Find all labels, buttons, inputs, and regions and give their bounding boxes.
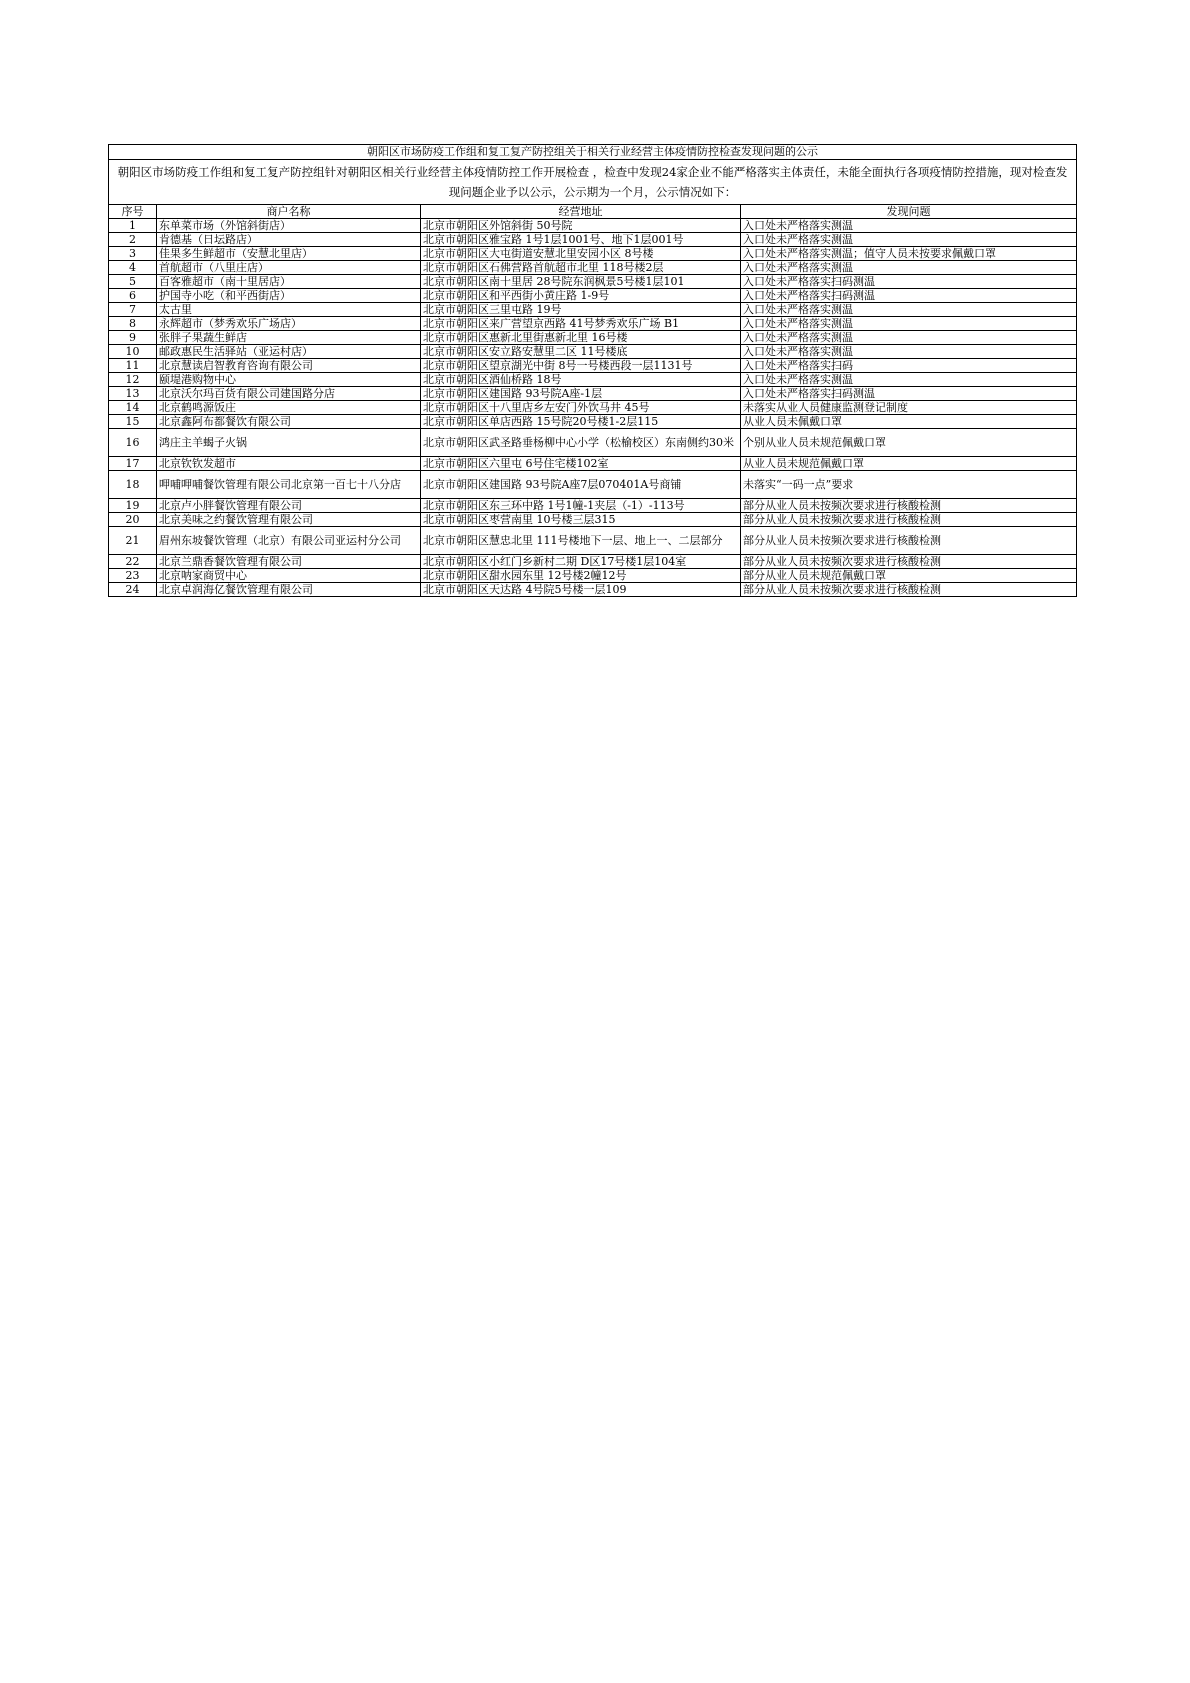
table-row [109,233,1077,247]
row-address: 北京市朝阳区望京湖光中街 8号一号楼西段一层1131号 [421,359,741,373]
row-issue: 部分从业人员未按频次要求进行核酸检测 [741,513,1077,527]
table-row [109,527,1077,555]
row-address: 北京市朝阳区惠新北里街惠新北里 16号楼 [421,331,741,345]
row-address: 北京市朝阳区单店西路 15号院20号楼1-2层115 [421,415,741,429]
row-seq: 5 [109,275,157,289]
row-address: 北京市朝阳区三里屯路 19号 [421,303,741,317]
row-seq: 24 [109,583,157,597]
row-merchant-name: 北京钦钦发超市 [157,457,421,471]
table-row [109,275,1077,289]
row-address: 北京市朝阳区大屯街道安慧北里安园小区 8号楼 [421,247,741,261]
row-seq: 8 [109,317,157,331]
row-merchant-name: 永辉超市（梦秀欢乐广场店） [157,317,421,331]
row-address: 北京市朝阳区六里屯 6号住宅楼102室 [421,457,741,471]
row-merchant-name: 北京沃尔玛百货有限公司建国路分店 [157,387,421,401]
table-row [109,303,1077,317]
row-seq: 19 [109,499,157,513]
row-merchant-name: 肯德基（日坛路店） [157,233,421,247]
table-row [109,317,1077,331]
table-row [109,471,1077,499]
row-seq: 7 [109,303,157,317]
row-merchant-name: 北京兰鼎香餐饮管理有限公司 [157,555,421,569]
row-seq: 4 [109,261,157,275]
row-issue: 部分从业人员未按频次要求进行核酸检测 [741,555,1077,569]
table-row [109,513,1077,527]
row-issue: 入口处未严格落实测温 [741,373,1077,387]
row-merchant-name: 北京卢小胖餐饮管理有限公司 [157,499,421,513]
row-merchant-name: 鸿庄主羊蝎子火锅 [157,429,421,457]
row-address: 北京市朝阳区和平西街小黄庄路 1-9号 [421,289,741,303]
column-header-seq: 序号 [109,205,157,219]
row-issue: 个别从业人员未规范佩戴口罩 [741,429,1077,457]
row-seq: 2 [109,233,157,247]
table-row [109,219,1077,233]
row-merchant-name: 东单菜市场（外馆斜街店） [157,219,421,233]
table-row [109,415,1077,429]
notice-table [108,144,1077,597]
row-issue: 入口处未严格落实测温 [741,219,1077,233]
row-address: 北京市朝阳区安立路安慧里二区 11号楼底 [421,345,741,359]
table-row [109,247,1077,261]
table-row [109,569,1077,583]
table-row [109,499,1077,513]
notice-intro: 朝阳区市场防疫工作组和复工复产防控组针对朝阳区相关行业经营主体疫情防控工作开展检查 ，检查中发现24家企业不能严格落实主体责任，未能全面执行各项疫情防控措施，现对检查发现问题企业予以公示，公示期为一个月，公示情况如下： [109,160,1077,205]
table-row [109,289,1077,303]
row-merchant-name: 北京美味之约餐饮管理有限公司 [157,513,421,527]
row-issue: 从业人员未佩戴口罩 [741,415,1077,429]
row-issue: 入口处未严格落实扫码测温 [741,289,1077,303]
table-row [109,583,1077,597]
row-address: 北京市朝阳区十八里店乡左安门外饮马井 45号 [421,401,741,415]
row-issue: 入口处未严格落实测温 [741,303,1077,317]
row-address: 北京市朝阳区建国路 93号院A座-1层 [421,387,741,401]
row-issue: 部分从业人员未按频次要求进行核酸检测 [741,583,1077,597]
row-address: 北京市朝阳区南十里居 28号院东润枫景5号楼1层101 [421,275,741,289]
notice-title: 朝阳区市场防疫工作组和复工复产防控组关于相关行业经营主体疫情防控检查发现问题的公示 [109,145,1077,160]
row-merchant-name: 首航超市（八里庄店） [157,261,421,275]
table-row [109,345,1077,359]
row-seq: 17 [109,457,157,471]
row-seq: 9 [109,331,157,345]
row-issue: 入口处未严格落实测温；值守人员未按要求佩戴口罩 [741,247,1077,261]
row-merchant-name: 眉州东坡餐饮管理（北京）有限公司亚运村分公司 [157,527,421,555]
table-row [109,373,1077,387]
row-seq: 13 [109,387,157,401]
column-header-address: 经营地址 [421,205,741,219]
row-issue: 从业人员未规范佩戴口罩 [741,457,1077,471]
row-merchant-name: 护国寺小吃（和平西街店） [157,289,421,303]
row-seq: 21 [109,527,157,555]
row-merchant-name: 北京卓润海亿餐饮管理有限公司 [157,583,421,597]
row-merchant-name: 太古里 [157,303,421,317]
row-address: 北京市朝阳区建国路 93号院A座7层070401A号商铺 [421,471,741,499]
table-body [109,219,1077,597]
row-issue: 入口处未严格落实扫码测温 [741,275,1077,289]
row-address: 北京市朝阳区东三环中路 1号1幢-1夹层（-1）-113号 [421,499,741,513]
row-issue: 入口处未严格落实测温 [741,331,1077,345]
row-seq: 12 [109,373,157,387]
row-address: 北京市朝阳区外馆斜街 50号院 [421,219,741,233]
row-seq: 10 [109,345,157,359]
row-address: 北京市朝阳区来广营望京西路 41号梦秀欢乐广场 B1 [421,317,741,331]
row-merchant-name: 呷哺呷哺餐饮管理有限公司北京第一百七十八分店 [157,471,421,499]
row-merchant-name: 百客雅超市（南十里居店） [157,275,421,289]
table-row [109,429,1077,457]
row-merchant-name: 颐堤港购物中心 [157,373,421,387]
row-seq: 16 [109,429,157,457]
row-merchant-name: 北京慧读启智教育咨询有限公司 [157,359,421,373]
row-seq: 22 [109,555,157,569]
row-issue: 入口处未严格落实测温 [741,317,1077,331]
table-row [109,359,1077,373]
row-issue: 入口处未严格落实测温 [741,233,1077,247]
row-merchant-name: 北京呐家商贸中心 [157,569,421,583]
row-issue: 入口处未严格落实扫码 [741,359,1077,373]
row-issue: 部分从业人员未按频次要求进行核酸检测 [741,527,1077,555]
row-merchant-name: 邮政惠民生活驿站（亚运村店） [157,345,421,359]
column-header-merchant: 商户名称 [157,205,421,219]
row-seq: 23 [109,569,157,583]
row-seq: 3 [109,247,157,261]
row-seq: 1 [109,219,157,233]
row-issue: 未落实从业人员健康监测登记制度 [741,401,1077,415]
row-issue: 未落实“一码一点”要求 [741,471,1077,499]
row-issue: 入口处未严格落实扫码测温 [741,387,1077,401]
row-address: 北京市朝阳区枣营南里 10号楼三层315 [421,513,741,527]
row-address: 北京市朝阳区天达路 4号院5号楼一层109 [421,583,741,597]
row-address: 北京市朝阳区酒仙桥路 18号 [421,373,741,387]
row-address: 北京市朝阳区小红门乡新村二期 D区17号楼1层104室 [421,555,741,569]
row-merchant-name: 佳果多生鲜超市（安慧北里店） [157,247,421,261]
row-seq: 6 [109,289,157,303]
row-seq: 18 [109,471,157,499]
row-seq: 14 [109,401,157,415]
row-address: 北京市朝阳区武圣路垂杨柳中心小学（松榆校区）东南侧约30米 [421,429,741,457]
row-merchant-name: 北京鑫阿布都餐饮有限公司 [157,415,421,429]
row-address: 北京市朝阳区石佛营路首航超市北里 118号楼2层 [421,261,741,275]
table-row [109,555,1077,569]
row-address: 北京市朝阳区甜水园东里 12号楼2幢12号 [421,569,741,583]
column-header-issue: 发现问题 [741,205,1077,219]
row-address: 北京市朝阳区雅宝路 1号1层1001号、地下1层001号 [421,233,741,247]
row-issue: 入口处未严格落实测温 [741,345,1077,359]
row-seq: 11 [109,359,157,373]
row-address: 北京市朝阳区慧忠北里 111号楼地下一层、地上一、二层部分 [421,527,741,555]
row-issue: 部分从业人员未规范佩戴口罩 [741,569,1077,583]
row-issue: 入口处未严格落实测温 [741,261,1077,275]
row-seq: 15 [109,415,157,429]
table-row [109,401,1077,415]
table-row [109,331,1077,345]
table-row [109,261,1077,275]
notice-sheet [108,144,1076,597]
table-row [109,457,1077,471]
row-merchant-name: 张胖子果蔬生鲜店 [157,331,421,345]
table-row [109,387,1077,401]
row-merchant-name: 北京鹤鸣源饭庄 [157,401,421,415]
row-issue: 部分从业人员未按频次要求进行核酸检测 [741,499,1077,513]
row-seq: 20 [109,513,157,527]
